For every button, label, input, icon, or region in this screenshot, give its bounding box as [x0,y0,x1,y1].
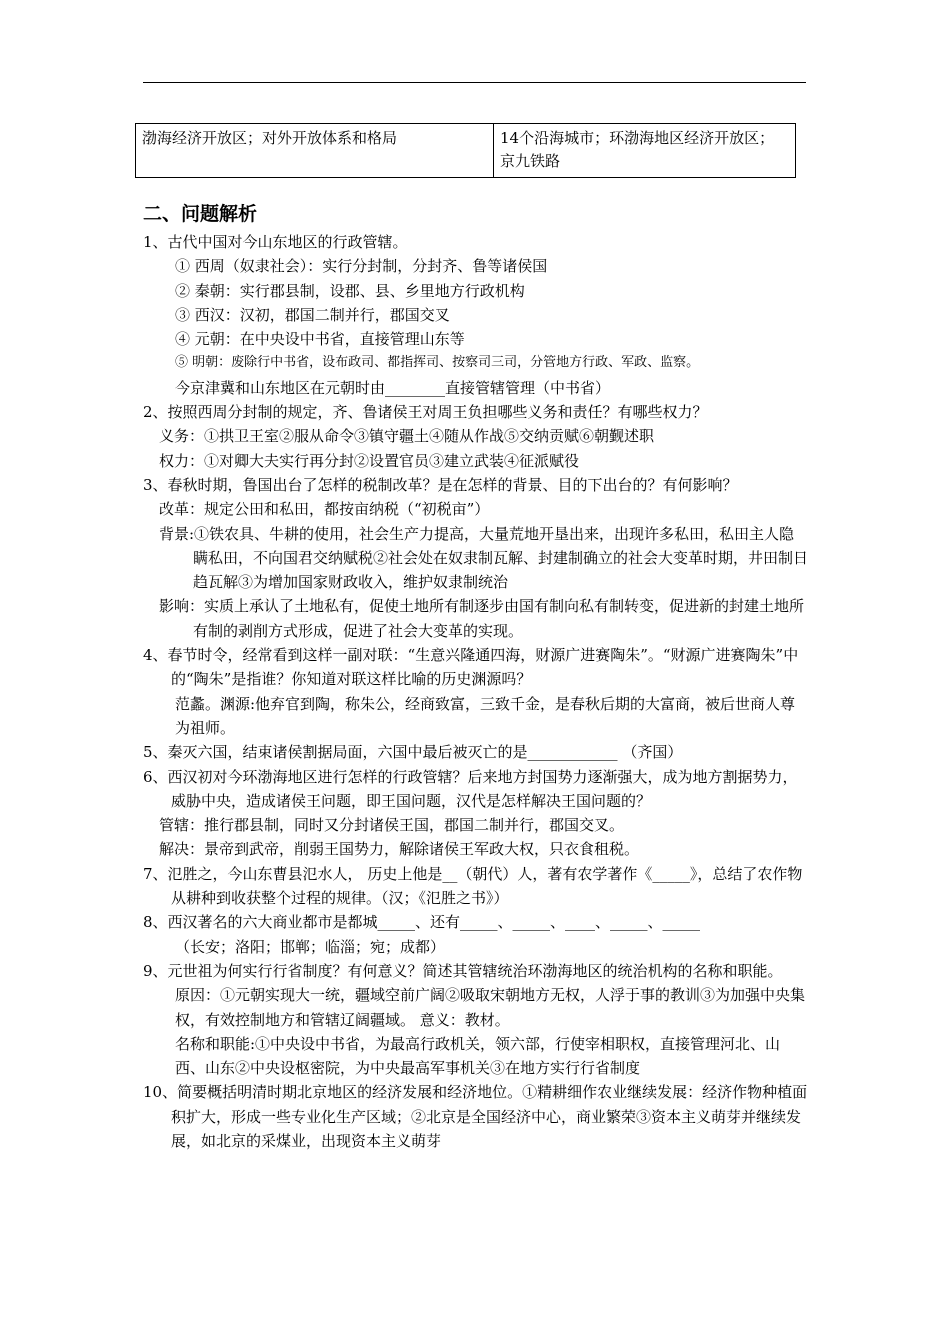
text-line: 10、简要概括明清时期北京地区的经济发展和经济地位。①精耕细作农业继续发展：经济作物种植面积扩大，形成一些专业化生产区域；②北京是全国经济中心，商业繁荣③资本主义萌芽并继续发展，如北京的采煤业，出现资本主义萌芽 [143,1083,808,1150]
table-cell: 14个沿海城市；环渤海地区经济开放区；京九铁路 [494,124,796,178]
text-line: 4、春节时令，经常看到这样一副对联：“生意兴隆通四海，财源广进赛陶朱”。“财源广进赛陶朱”中的“陶朱”是指谁？你知道对联这样比喻的历史渊源吗？ [143,646,799,689]
text-line: ④ 元朝：在中央设中书省，直接管理山东等 [175,330,465,349]
text-line: 范蠡。渊源:他弃官到陶，称朱公，经商致富，三致千金，是春秋后期的大富商，被后世商人尊为祖师。 [175,694,796,737]
text-line: 6、西汉初对今环渤海地区进行怎样的行政管辖？后来地方封国势力逐渐强大，成为地方割据势力，威胁中央，造成诸侯王问题，即王国问题，汉代是怎样解决王国问题的？ [143,767,798,810]
text-line: 管辖：推行郡县制，同时又分封诸侯王国，郡国二制并行，郡国交叉。 [159,816,625,835]
table-cell: 渤海经济开放区；对外开放体系和格局 [136,124,494,178]
text-line: ⑤ 明朝：废除行中书省，设布政司、都指挥司、按察司三司，分管地方行政、军政、监察。 [175,355,700,371]
text-line: 改革：规定公田和私田，都按亩纳税（“初税亩”） [159,500,490,519]
section-title: 二、问题解析 [143,203,258,225]
text-line: ③ 西汉：汉初，郡国二制并行，郡国交叉 [175,305,450,324]
text-line: 2、按照西周分封制的规定，齐、鲁诸侯王对周王负担哪些义务和责任？有哪些权力？ [143,403,708,422]
text-line: ② 秦朝：实行郡县制，设郡、县、乡里地方行政机构 [175,281,525,300]
text-line: 5、秦灭六国，结束诸侯割据局面，六国中最后被灭亡的是____________ （齐国） [143,743,683,762]
text-line: ① 西周（奴隶社会）：实行分封制，分封齐、鲁等诸侯国 [175,257,548,276]
text-line: 解决：景帝到武帝，削弱王国势力，解除诸侯王军政大权，只衣食租税。 [159,840,640,859]
document-body [143,200,808,1153]
text-line: 义务：①拱卫王室②服从命令③镇守疆土④随从作战⑤交纳贡赋⑥朝觐述职 [159,427,655,446]
text-line: 名称和职能:①中央设中书省，为最高行政机关，领六部，行使宰相职权，直接管理河北、山西、山东②中央设枢密院，为中央最高军事机关③在地方实行行省制度 [175,1034,781,1078]
text-line: 原因：①元朝实现大一统，疆域空前广阔②吸取宋朝地方无权，人浮于事的教训③为加强中央集权，有效控制地方和管辖辽阔疆域。 意义：教材。 [175,986,806,1029]
header-rule [143,82,806,83]
text-line: （长安；洛阳；邯郸；临淄；宛；成都） [175,937,446,956]
summary-table [135,123,796,178]
text-line: 影响：实质上承认了土地私有，促使土地所有制逐步由国有制向私有制转变，促进新的封建土地所有制的剥削方式形成，促进了社会大变革的实现。 [159,597,805,640]
text-line: 7、氾胜之，今山东曹县氾水人， 历史上他是__（朝代）人，著有农学著作《_____》，总结了农作物从耕种到收获整个过程的规律。（汉；《氾胜之书》） [143,864,803,908]
question-list [143,230,808,1153]
text-line: 背景:①铁农具、牛耕的使用，社会生产力提高，大量荒地开垦出来，出现许多私田，私田主人隐瞒私田，不向国君交纳赋税②社会处在奴隶制瓦解、封建制确立的社会大变革时期，井田制日趋瓦解③为增加国家财政收入，维护奴隶制统治 [159,524,809,592]
text-line: 8、西汉著名的六大商业都市是都城_____、还有_____、_____、____、_____、_____ [143,913,701,932]
text-line: 9、元世祖为何实行行省制度？有何意义？简述其管辖统治环渤海地区的统治机构的名称和职能。 [143,961,783,980]
text-line: 1、古代中国对今山东地区的行政管辖。 [143,233,408,251]
text-line: 今京津冀和山东地区在元朝时由________直接管辖管理（中书省） [175,378,611,397]
table-row [136,124,796,178]
text-line: 3、春秋时期，鲁国出台了怎样的税制改革？是在怎样的背景、目的下出台的？有何影响？ [143,475,738,494]
text-line: 权力：①对卿大夫实行再分封②设置官员③建立武装④征派赋役 [159,451,580,470]
